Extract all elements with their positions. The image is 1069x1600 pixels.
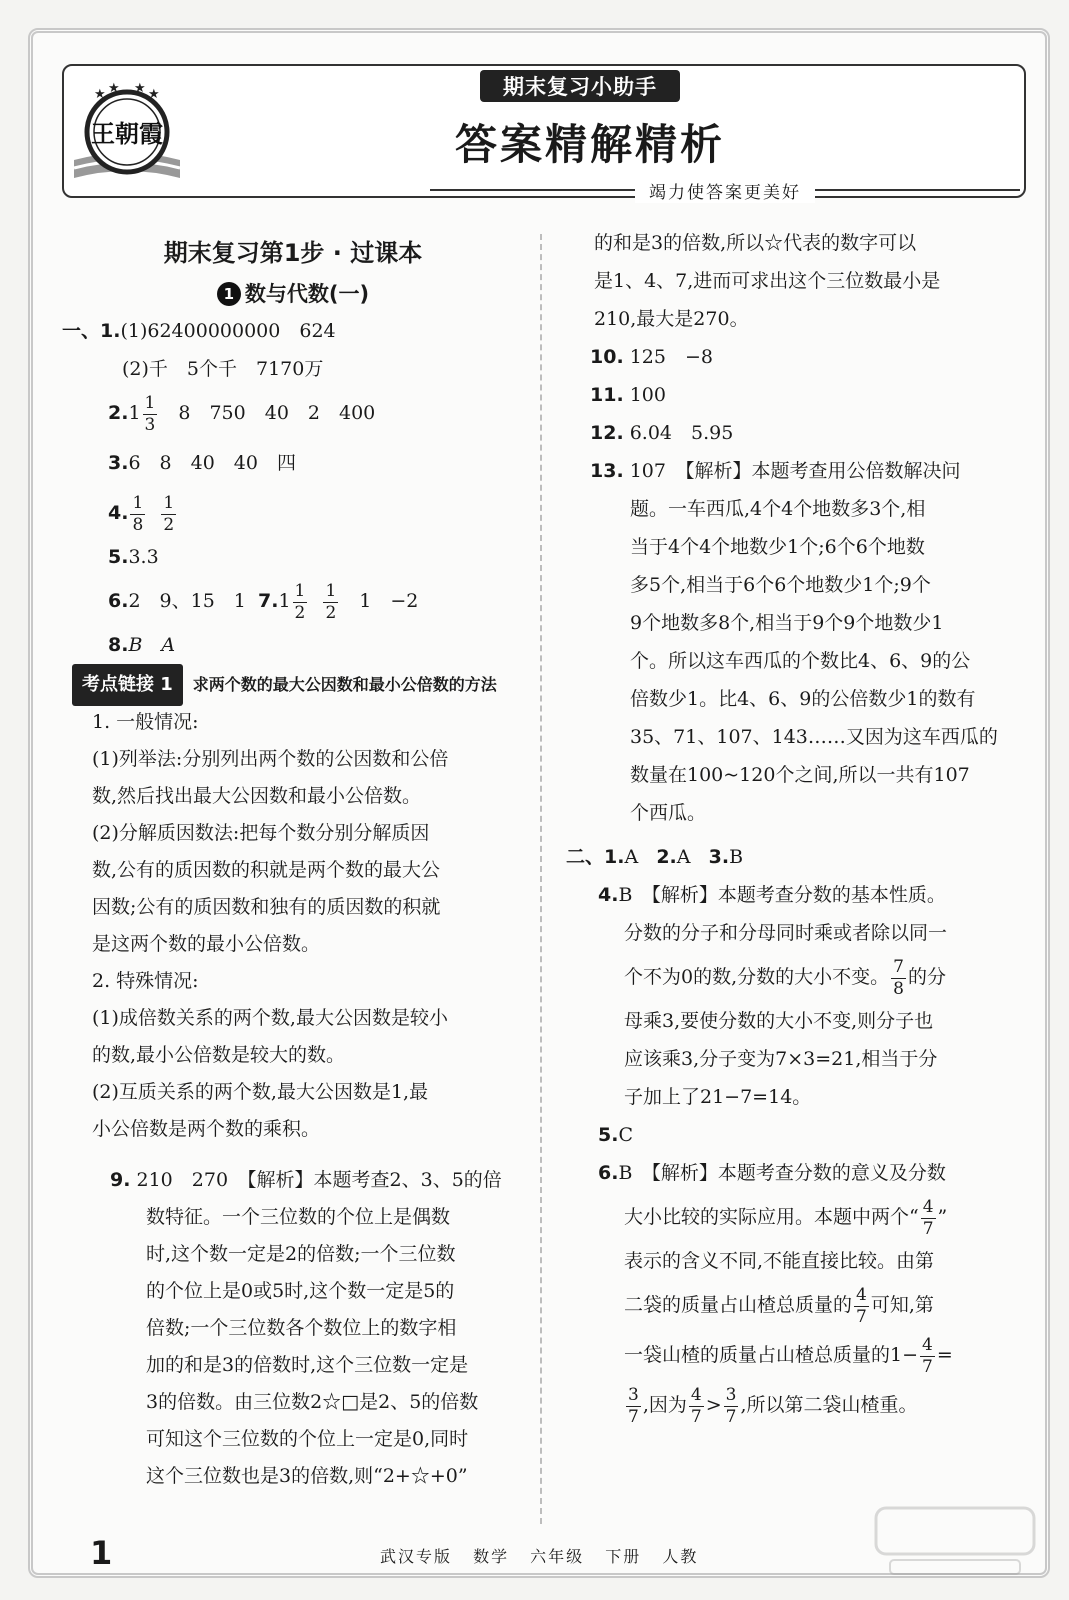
fraction <box>724 1384 739 1427</box>
text-line: (2)互质关系的两个数,最大公因数是1,最 <box>92 1081 429 1103</box>
answer-text: C <box>618 1124 633 1146</box>
answer-text: 个不为0的数,分数的大小不变。 <box>624 966 890 988</box>
answer-text: A <box>676 846 691 868</box>
slogan-row <box>430 175 1020 205</box>
page-number: 1 <box>90 1534 113 1572</box>
svg-text:★: ★ <box>148 87 160 102</box>
text-line: 这个三位数也是3的倍数,则“2+☆+0” <box>146 1465 468 1487</box>
text-line: (1)成倍数关系的两个数,最大公因数是较小 <box>92 1007 448 1029</box>
text-line: 个。所以这车西瓜的个数比4、6、9的公 <box>630 650 971 672</box>
answer-text: 100 <box>629 384 666 406</box>
answer-text: (1)62400000000 624 <box>120 320 336 342</box>
fraction <box>130 492 145 535</box>
fraction-numerator: 4 <box>922 1196 934 1217</box>
question-number: 11. <box>590 384 624 406</box>
answer-text: 可知,第 <box>870 1294 934 1316</box>
answer-text: > <box>705 1394 722 1416</box>
text-line <box>594 1192 1022 1242</box>
fraction-numerator: 1 <box>294 580 306 601</box>
answer-line <box>62 626 524 664</box>
answer-text: 210 270 【解析】本题考查2、3、5的倍 <box>136 1169 502 1191</box>
text-line: 的和是3的倍数,所以☆代表的数字可以 <box>594 232 917 254</box>
fraction-denominator: 7 <box>628 1406 639 1427</box>
fraction-numerator: 4 <box>922 1334 933 1355</box>
text-line: 的数,最小公倍数是较大的数。 <box>92 1044 346 1066</box>
fraction-denominator: 2 <box>325 602 337 623</box>
answer-line <box>62 350 524 388</box>
question-number: 7. <box>258 590 279 612</box>
question-number: 9. <box>110 1169 131 1191</box>
answer-text: 1 <box>128 402 141 424</box>
question-number: 2. <box>108 402 129 424</box>
fraction-numerator: 4 <box>856 1284 867 1305</box>
fraction <box>143 392 158 435</box>
part-prefix: 二、 <box>566 846 605 868</box>
part-prefix: 一、 <box>62 320 101 342</box>
text-line: 数,然后找出最大公因数和最小公倍数。 <box>92 785 422 807</box>
answer-line <box>590 414 1022 452</box>
answer-text: 125 −8 <box>629 346 713 368</box>
fraction <box>293 580 308 623</box>
text-line: 当于4个4个地数少1个;6个6个地数 <box>630 536 925 558</box>
answer-text: 大小比较的实际应用。本题中两个“ <box>624 1206 919 1228</box>
question-number: 1. <box>100 320 121 342</box>
column-divider <box>540 234 542 1524</box>
question-number: 8. <box>108 634 129 656</box>
fraction <box>323 580 338 623</box>
question-number: 5. <box>108 546 129 568</box>
svg-text:★: ★ <box>108 82 120 96</box>
answer-text: 6 8 40 40 四 <box>128 452 296 474</box>
text-line <box>594 1380 1022 1430</box>
fraction-numerator: 3 <box>725 1384 737 1405</box>
fraction-denominator: 2 <box>163 514 175 535</box>
answer-line <box>62 538 524 576</box>
fraction-denominator: 7 <box>725 1406 737 1427</box>
fraction-denominator: 2 <box>294 602 306 623</box>
knowledge-link-badge: 考点链接 1 <box>72 664 183 706</box>
fraction-numerator: 1 <box>163 492 175 513</box>
fraction-denominator: 7 <box>690 1406 702 1427</box>
answer-text: 3.3 <box>128 546 159 568</box>
answer-text: (2)千 5个千 7170万 <box>122 358 324 380</box>
fraction-denominator: 8 <box>132 514 144 535</box>
text-line: 母乘3,要使分数的大小不变,则分子也 <box>624 1010 934 1032</box>
fraction-numerator: 3 <box>628 1384 639 1405</box>
text-line: (1)列举法:分别列出两个数的公因数和公倍 <box>92 748 449 770</box>
page-title: 答案精解精析 <box>454 120 725 169</box>
question-number: 13. <box>590 460 624 482</box>
knowledge-link-title: 求两个数的最大公因数和最小公倍数的方法 <box>192 675 497 694</box>
text-line: 数量在100~120个之间,所以一共有107 <box>630 764 970 786</box>
text-line: 加的和是3的倍数时,这个三位数一定是 <box>146 1354 469 1376</box>
text-line: 9个地数多8个,相当于9个9个地数少1 <box>630 612 944 634</box>
answer-text: B <box>729 846 744 868</box>
answer-text: ” <box>937 1206 948 1228</box>
answer-text: 一袋山楂的质量占山楂总质量的1− <box>624 1344 919 1366</box>
answer-text: A <box>624 846 639 868</box>
question-number: 4. <box>598 884 619 906</box>
text-line: 可知这个三位数的个位上一定是0,同时 <box>146 1428 469 1450</box>
text-line: 分数的分子和分母同时乘或者除以同一 <box>624 922 948 944</box>
text-line: 小公倍数是两个数的乘积。 <box>92 1118 321 1140</box>
question-number: 6. <box>108 590 129 612</box>
answer-line <box>594 876 1022 914</box>
fraction <box>626 1384 641 1427</box>
brand-logo <box>68 82 186 192</box>
section-number: 1 <box>217 282 241 306</box>
svg-text:★: ★ <box>94 87 106 102</box>
answer-line <box>62 438 524 488</box>
text-line: 3的倍数。由三位数2☆□是2、5的倍数 <box>146 1391 479 1413</box>
fraction-numerator: 7 <box>893 956 904 977</box>
answer-text: ,因为 <box>642 1394 687 1416</box>
answer-text: 1 <box>278 590 291 612</box>
text-line: 时,这个数一定是2的倍数;一个三位数 <box>146 1243 456 1265</box>
fraction-denominator: 7 <box>922 1356 933 1377</box>
text-line: (2)分解质因数法:把每个数分别分解质因 <box>92 822 430 844</box>
text-line: 1. 一般情况: <box>92 711 199 733</box>
text-line <box>594 1280 1022 1330</box>
knowledge-link-bar <box>72 668 524 702</box>
header-tag: 期末复习小助手 <box>480 70 680 102</box>
slogan-rule-left <box>430 189 635 191</box>
question-number: 2. <box>656 846 677 868</box>
question-number: 4. <box>108 502 129 524</box>
text-line <box>594 1330 1022 1380</box>
text-line: 35、71、107、143……又因为这车西瓜的 <box>630 726 998 748</box>
book-info: 武汉专版 数学 六年级 下册 人教 <box>380 1547 699 1566</box>
text-line: 的个位上是0或5时,这个数一定是5的 <box>146 1280 455 1302</box>
fraction <box>161 492 176 535</box>
answer-text: ,所以第二袋山楂重。 <box>740 1394 918 1416</box>
fraction <box>921 1196 936 1239</box>
answer-text: B A <box>128 634 176 656</box>
knowledge-link-body <box>62 704 524 1148</box>
slogan-rule-right <box>815 189 1020 191</box>
answer-text: 8 750 40 2 400 <box>159 402 376 424</box>
fraction-numerator: 1 <box>325 580 337 601</box>
fraction-numerator: 1 <box>144 392 156 413</box>
svg-text:★: ★ <box>134 82 146 96</box>
answer-line <box>594 1116 1022 1154</box>
section-title <box>62 276 524 312</box>
answer-line <box>590 376 1022 414</box>
left-column <box>62 230 524 1495</box>
fraction-denominator: 7 <box>922 1218 934 1239</box>
slogan: 竭力使答案更美好 <box>635 178 815 203</box>
answer-line <box>594 1154 1022 1192</box>
answer-line <box>566 838 1022 876</box>
answer-text: 1 −2 <box>340 590 419 612</box>
answer-text: B 【解析】本题考查分数的基本性质。 <box>618 884 946 906</box>
question-number: 3. <box>108 452 129 474</box>
text-line: 倍数少1。比4、6、9的公倍数少1的数有 <box>630 688 976 710</box>
fraction <box>854 1284 869 1327</box>
text-line: 题。一车西瓜,4个4个地数多3个,相 <box>630 498 926 520</box>
answer-text: 107 【解析】本题考查用公倍数解决问 <box>629 460 961 482</box>
text-line: 倍数;一个三位数各个数位上的数字相 <box>146 1317 457 1339</box>
answer-line <box>62 576 524 626</box>
text-line: 210,最大是270。 <box>594 308 749 330</box>
question-number: 12. <box>590 422 624 444</box>
text-line <box>110 1162 524 1199</box>
answer-text: 二袋的质量占山楂总质量的 <box>624 1294 853 1316</box>
text-line: 因数;公有的质因数和独有的质因数的积就 <box>92 896 441 918</box>
fraction-denominator: 7 <box>856 1306 867 1327</box>
logo-text: 王朝霞 <box>91 119 163 148</box>
fraction-numerator: 1 <box>132 492 144 513</box>
text-line <box>594 952 1022 1002</box>
step-title: 期末复习第1步 · 过课本 <box>163 239 423 267</box>
question-number: 5. <box>598 1124 619 1146</box>
fraction-numerator: 4 <box>690 1384 702 1405</box>
answer-line <box>590 338 1022 376</box>
right-column <box>566 224 1022 1430</box>
section-title-text: 数与代数(一) <box>244 282 370 306</box>
question-number: 1. <box>604 846 625 868</box>
answer-text: B 【解析】本题考查分数的意义及分数 <box>618 1162 946 1184</box>
answer-line <box>590 452 1022 490</box>
answer-text: 2 9、15 1 <box>128 590 246 612</box>
text-line: 子加上了21−7=14。 <box>624 1086 812 1108</box>
text-line: 表示的含义不同,不能直接比较。由第 <box>624 1250 935 1272</box>
fraction <box>689 1384 704 1427</box>
text-line: 应该乘3,分子变为7×3=21,相当于分 <box>624 1048 938 1070</box>
text-line: 2. 特殊情况: <box>92 970 199 992</box>
answer-text: = <box>936 1344 953 1366</box>
answer-text: 的分 <box>907 966 946 988</box>
question-9-block <box>62 1162 524 1495</box>
text-line: 数特征。一个三位数的个位上是偶数 <box>146 1206 451 1228</box>
answer-text: 6.04 5.95 <box>629 422 734 444</box>
answer-line <box>62 488 524 538</box>
fraction <box>920 1334 935 1377</box>
fraction <box>891 956 906 999</box>
text-line: 个西瓜。 <box>630 802 707 824</box>
question-number: 10. <box>590 346 624 368</box>
watermark-icon <box>870 1502 1040 1582</box>
question-number: 6. <box>598 1162 619 1184</box>
text-line: 数,公有的质因数的积就是两个数的最大公 <box>92 859 441 881</box>
answer-line <box>62 312 524 350</box>
text-line: 是1、4、7,进而可求出这个三位数最小是 <box>594 270 941 292</box>
text-line: 多5个,相当于6个6个地数少1个;9个 <box>630 574 931 596</box>
fraction-denominator: 3 <box>144 414 156 435</box>
question-number: 3. <box>708 846 730 868</box>
fraction-denominator: 8 <box>893 978 904 999</box>
answer-line <box>62 388 524 438</box>
text-line: 是这两个数的最小公倍数。 <box>92 933 321 955</box>
